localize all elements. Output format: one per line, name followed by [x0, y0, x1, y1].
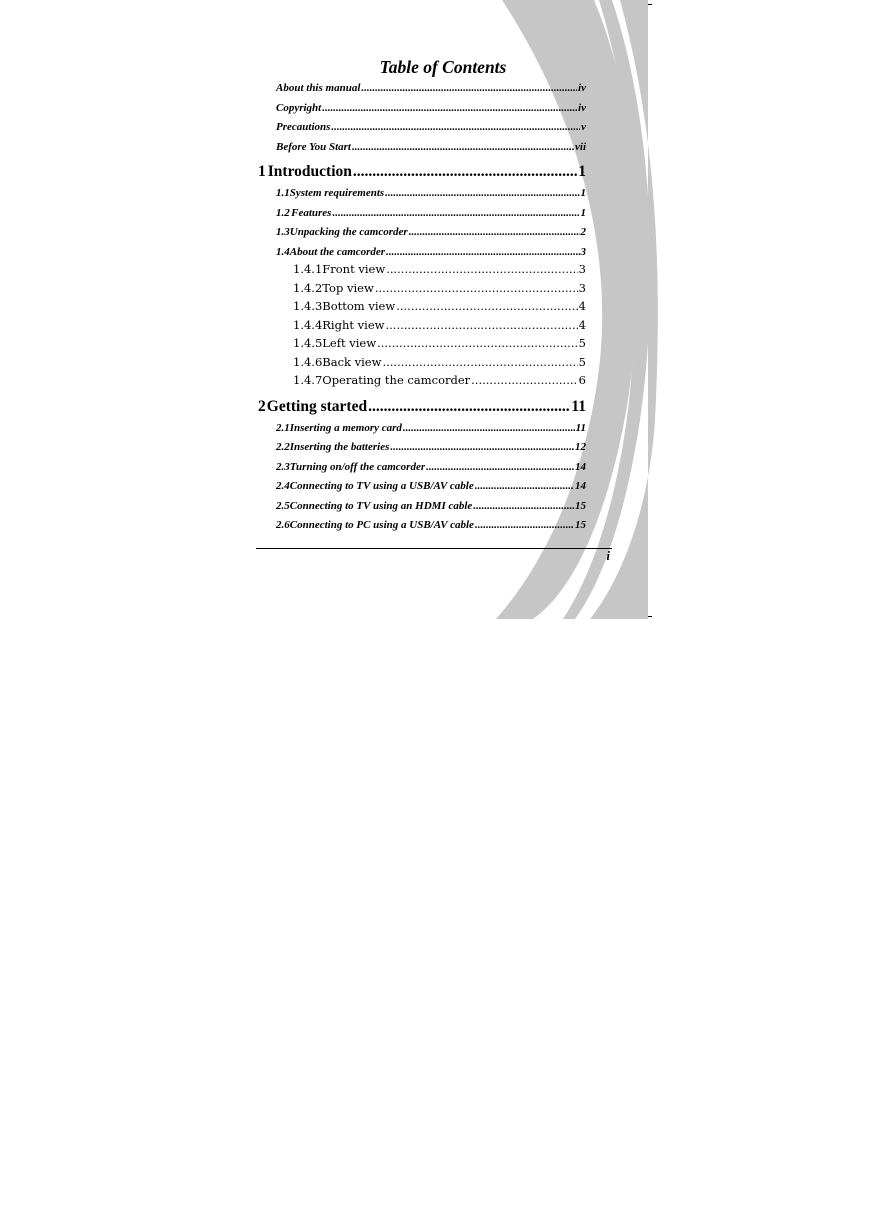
toc-subsection-page: 4: [578, 318, 586, 332]
toc-section-1-1[interactable]: [276, 187, 586, 199]
toc-section-label: System requirements: [289, 187, 385, 199]
dot-leader: [471, 373, 578, 387]
toc-section-2-2[interactable]: [276, 441, 586, 453]
dot-leader: [386, 246, 579, 258]
toc-subsection-page: 6: [578, 373, 586, 387]
dot-leader: [377, 336, 578, 350]
dot-leader: [396, 299, 577, 313]
dot-leader: [368, 398, 570, 416]
toc-entry-page: iv: [578, 82, 586, 94]
toc-subsection-page: 3: [578, 281, 586, 295]
dot-leader: [352, 141, 574, 153]
toc-entry-page: iv: [578, 102, 586, 114]
dot-leader: [386, 262, 577, 276]
toc-subsection-number: 1.4.7: [293, 373, 323, 387]
dot-leader: [331, 121, 580, 133]
toc-chapter-label: Getting started: [266, 398, 368, 415]
dot-leader: [361, 82, 577, 94]
footer-rule: [256, 548, 612, 549]
toc-subsection-number: 1.4.2: [293, 281, 323, 295]
toc-section-label: Inserting the batteries: [289, 441, 390, 453]
toc-subsection-page: 3: [578, 262, 586, 276]
toc-subsection-label: Front view: [322, 262, 386, 276]
dot-leader: [426, 461, 574, 473]
toc-chapter-number: 2: [258, 398, 266, 415]
toc-subsection-label: Bottom view: [322, 299, 396, 313]
toc-subsection-label: Left view: [322, 336, 377, 350]
toc-subsection-1-4-6[interactable]: [293, 355, 586, 369]
toc-subsection-number: 1.4.5: [293, 336, 323, 350]
dot-leader: [475, 519, 574, 531]
dot-leader: [390, 441, 574, 453]
toc-section-number: 2.2: [276, 441, 290, 453]
dot-leader: [332, 207, 579, 219]
toc-section-2-1[interactable]: [276, 422, 586, 434]
crop-mark-top: [648, 4, 652, 5]
toc-section-page: 15: [575, 519, 586, 531]
toc-subsection-page: 5: [578, 355, 586, 369]
toc-section-number: 2.6: [276, 519, 290, 531]
toc-section-number: 2.4: [276, 480, 290, 492]
toc-section-page: 12: [575, 441, 586, 453]
toc-entry-label: About this manual: [276, 82, 361, 94]
toc-section-number: 1.2: [276, 207, 290, 219]
dot-leader: [385, 187, 579, 199]
dot-leader: [409, 226, 580, 238]
toc-subsection-1-4-4[interactable]: [293, 318, 586, 332]
toc-section-number: 1.4: [276, 246, 290, 258]
toc-entry-label: Before You Start: [276, 141, 351, 153]
toc-subsection-number: 1.4.1: [293, 262, 323, 276]
crop-mark-bottom: [648, 616, 652, 617]
toc-chapter-number: 1: [258, 163, 266, 180]
toc-section-label: Turning on/off the camcorder: [289, 461, 426, 473]
toc-section-page: 2: [580, 226, 586, 238]
dot-leader: [475, 480, 574, 492]
toc-section-label: Unpacking the camcorder: [289, 226, 408, 238]
toc-subsection-1-4-3[interactable]: [293, 299, 586, 313]
toc-section-1-3[interactable]: [276, 226, 586, 238]
toc-entry-precautions[interactable]: [276, 121, 586, 133]
toc-subsection-number: 1.4.3: [293, 299, 323, 313]
toc-subsection-1-4-2[interactable]: [293, 281, 586, 295]
toc-section-label: Connecting to TV using an HDMI cable: [289, 500, 473, 512]
toc-section-label: Connecting to PC using a USB/AV cable: [289, 519, 474, 531]
toc-subsection-1-4-1[interactable]: [293, 262, 586, 276]
toc-entry-before-you-start[interactable]: [276, 141, 586, 153]
toc-chapter-label: Introduction: [267, 163, 352, 180]
dot-leader: [382, 355, 577, 369]
toc-subsection-label: Back view: [322, 355, 382, 369]
toc-section-page: 14: [575, 461, 586, 473]
toc-section-page: 3: [580, 246, 586, 258]
toc-section-2-3[interactable]: [276, 461, 586, 473]
toc-section-number: 2.1: [276, 422, 290, 434]
toc-subsection-label: Top view: [322, 281, 374, 295]
toc-section-number: 1.1: [276, 187, 290, 199]
toc-entry-label: Precautions: [276, 121, 331, 133]
toc-section-label: About the camcorder: [289, 246, 386, 258]
dot-leader: [353, 163, 577, 181]
toc-title: Table of Contents: [379, 57, 507, 77]
toc-section-label: Inserting a memory card: [289, 422, 402, 434]
toc-entry-page: vii: [575, 141, 586, 153]
toc-section-page: 15: [575, 500, 586, 512]
toc-subsection-number: 1.4.4: [293, 318, 323, 332]
toc-subsection-1-4-7[interactable]: [293, 373, 586, 387]
toc-entry-label: Copyright: [276, 102, 322, 114]
toc-entry-page: v: [581, 121, 586, 133]
toc-section-page: 14: [575, 480, 586, 492]
toc-entry-about-manual[interactable]: [276, 82, 586, 94]
toc-section-number: 2.5: [276, 500, 290, 512]
toc-chapter-page: 1: [578, 163, 586, 180]
toc-section-2-5[interactable]: [276, 500, 586, 512]
toc-chapter-1[interactable]: [258, 163, 586, 181]
dot-leader: [473, 500, 574, 512]
toc-chapter-page: 11: [571, 398, 586, 415]
toc-subsection-1-4-5[interactable]: [293, 336, 586, 350]
toc-section-1-2[interactable]: [276, 207, 586, 219]
toc-section-page: 1: [580, 207, 586, 219]
toc-section-page: 11: [575, 422, 586, 434]
toc-subsection-page: 4: [578, 299, 586, 313]
toc-section-1-4[interactable]: [276, 246, 586, 258]
toc-chapter-2[interactable]: [258, 398, 586, 416]
toc-section-number: 2.3: [276, 461, 290, 473]
toc-section-page: 1: [580, 187, 586, 199]
toc-section-2-6[interactable]: [276, 519, 586, 531]
toc-subsection-number: 1.4.6: [293, 355, 323, 369]
dot-leader: [322, 102, 577, 114]
toc-section-label: Connecting to TV using a USB/AV cable: [289, 480, 474, 492]
toc-section-2-4[interactable]: [276, 480, 586, 492]
dot-leader: [375, 281, 578, 295]
toc-section-number: 1.3: [276, 226, 290, 238]
page-number: i: [606, 548, 610, 563]
toc-subsection-page: 5: [578, 336, 586, 350]
toc-entry-copyright[interactable]: [276, 102, 586, 114]
dot-leader: [385, 318, 577, 332]
toc-section-label: Features: [291, 207, 332, 219]
toc-subsection-label: Operating the camcorder: [322, 373, 471, 387]
toc-subsection-label: Right view: [322, 318, 385, 332]
dot-leader: [403, 422, 575, 434]
